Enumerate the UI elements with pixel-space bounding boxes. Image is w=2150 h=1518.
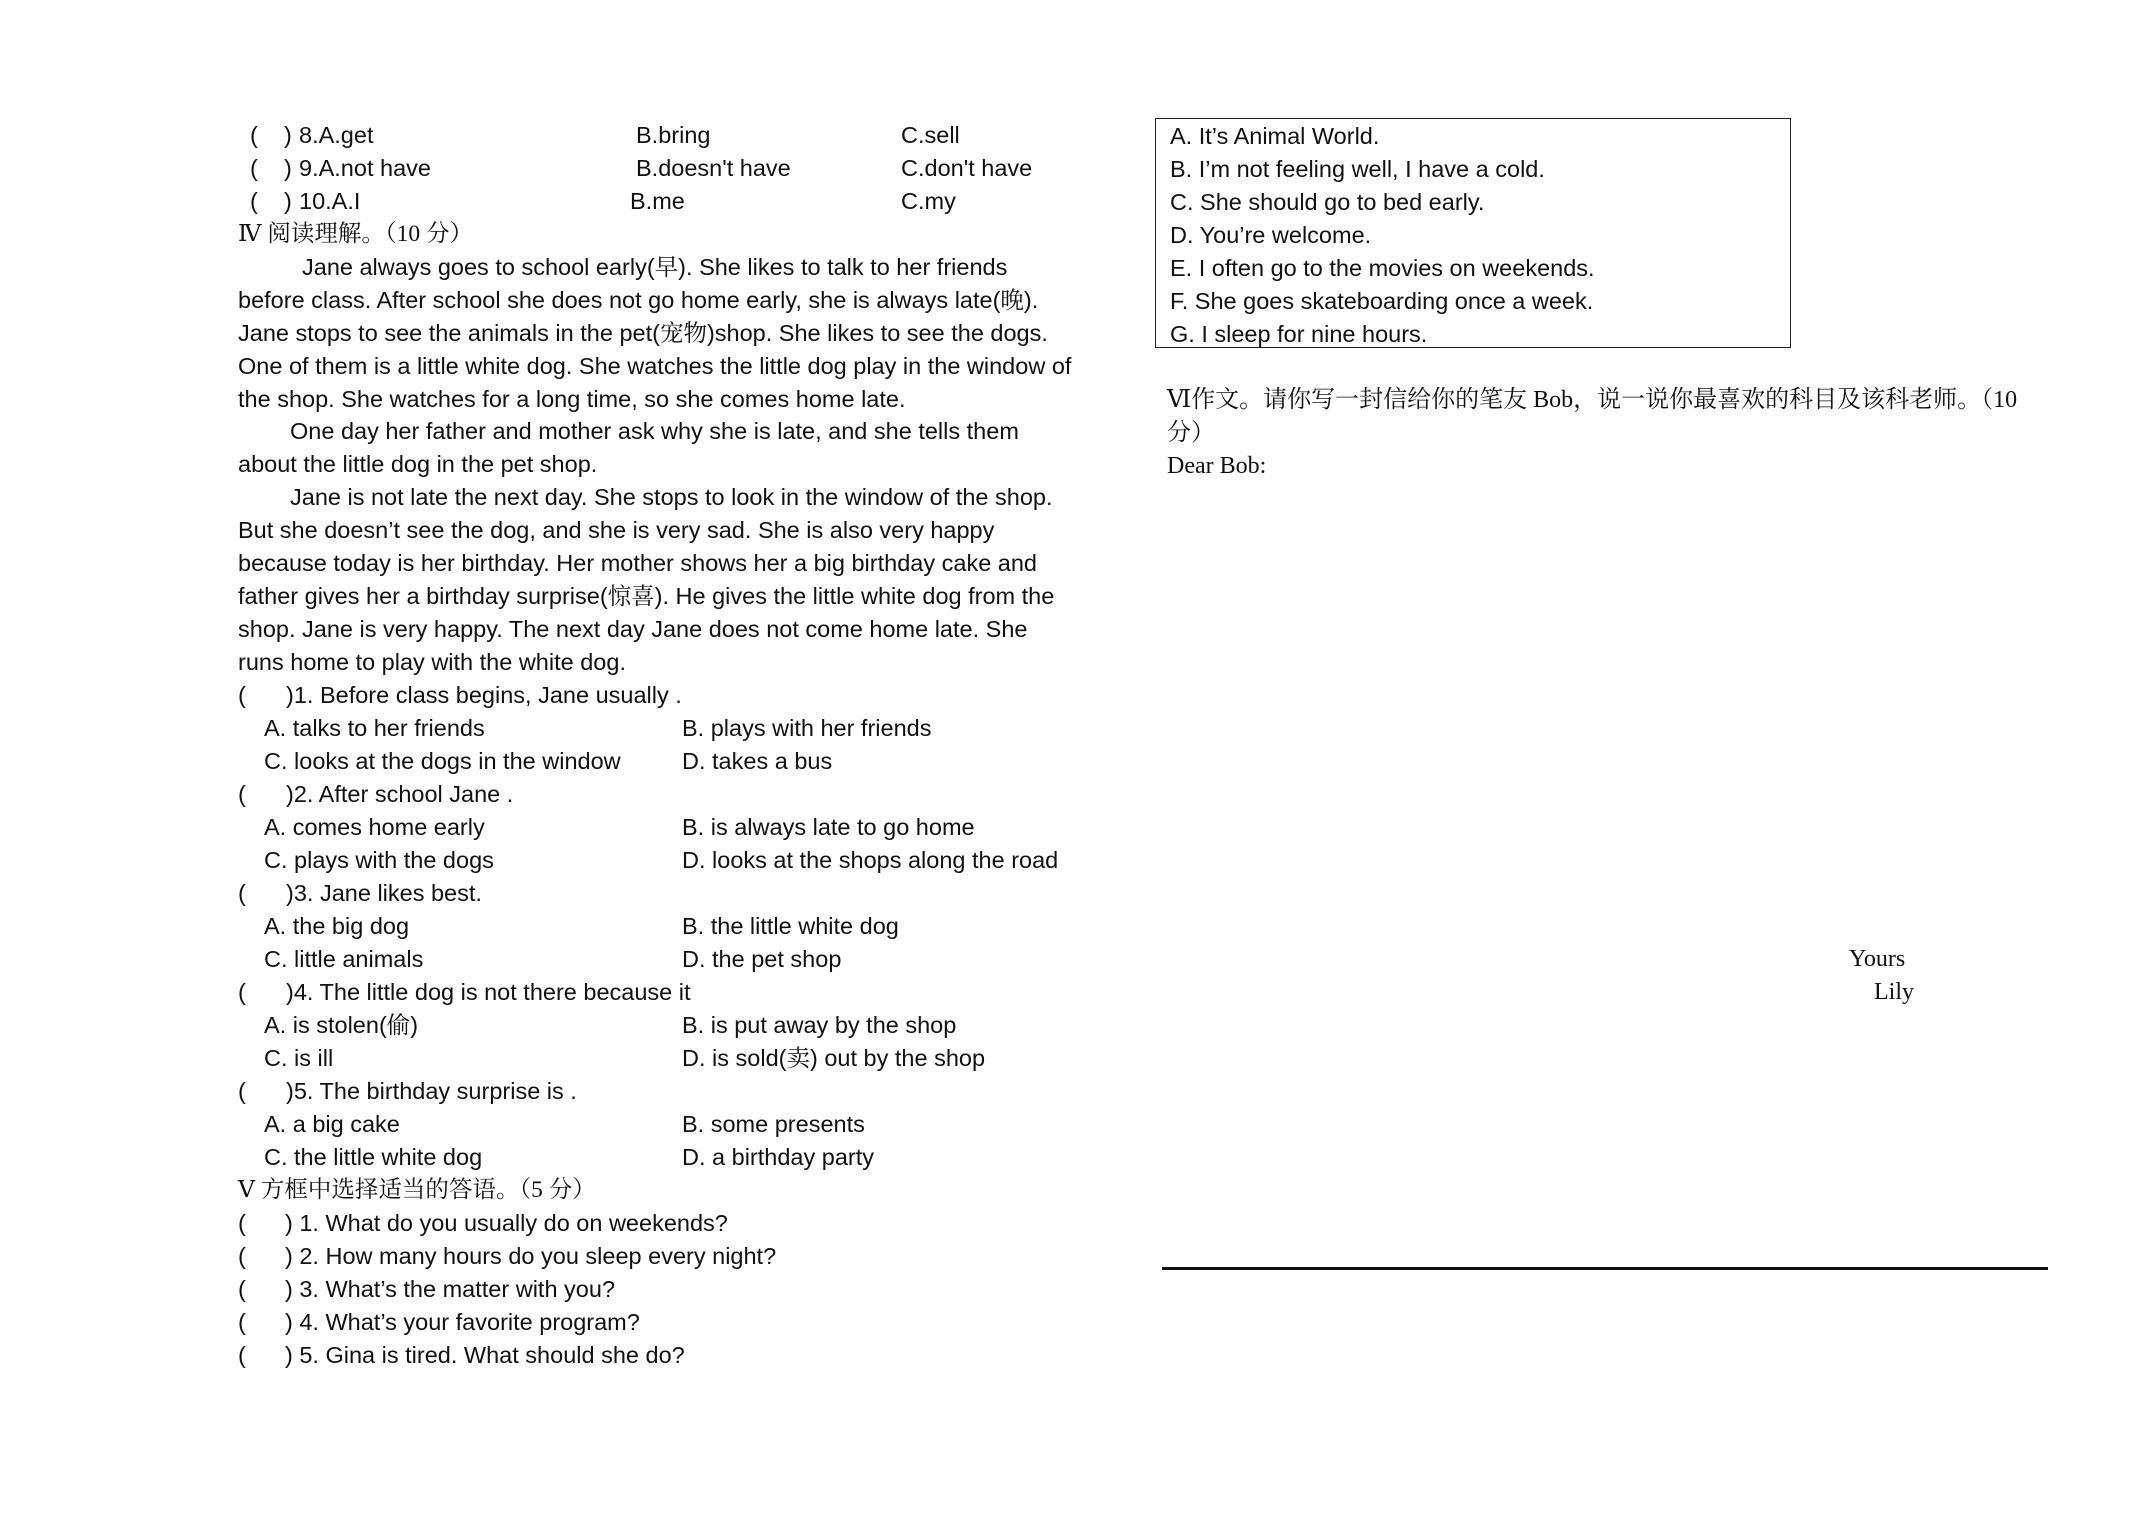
- answer-bracket: (: [238, 1342, 246, 1368]
- box-option: C. She should go to bed early.: [1170, 189, 1485, 215]
- passage-line: Jane always goes to school early(早). She likes to talk to her friends: [302, 254, 1008, 280]
- option-a: A. a big cake: [264, 1111, 400, 1137]
- option-d: D. looks at the shops along the road: [682, 847, 1059, 873]
- passage-line: about the little dog in the pet shop.: [238, 451, 598, 477]
- option-a: A. is stolen(偷): [264, 1012, 419, 1038]
- box-option: G. I sleep for nine hours.: [1170, 321, 1428, 347]
- passage-line: One day her father and mother ask why she is late, and she tells them: [290, 418, 1019, 444]
- option-b: B. the little white dog: [682, 913, 899, 939]
- question-stem: ) 1. What do you usually do on weekends?: [285, 1210, 728, 1236]
- box-option: B. I’m not feeling well, I have a cold.: [1170, 156, 1545, 182]
- answer-bracket: (: [238, 682, 246, 708]
- passage-line: father gives her a birthday surprise(惊喜). He gives the little white dog from the: [238, 583, 1055, 609]
- writing-bottom-rule: [1162, 1267, 2048, 1270]
- answer-bracket: (: [238, 1276, 246, 1302]
- section-heading-matching: Ⅴ 方框中选择适当的答语。（5 分）: [238, 1177, 596, 1203]
- passage-line: shop. Jane is very happy. The next day Jane does not come home late. She: [238, 616, 1028, 642]
- option-d: D. is sold(卖) out by the shop: [682, 1045, 986, 1071]
- answer-bracket: (: [238, 979, 246, 1005]
- question-stem: ) 4. What’s your favorite program?: [285, 1309, 640, 1335]
- option-c: C. is ill: [264, 1045, 334, 1071]
- question-stem: ) 3. What’s the matter with you?: [285, 1276, 616, 1302]
- letter-closing: Yours: [1849, 946, 1906, 972]
- option-c: C. little animals: [264, 946, 424, 972]
- question-stem: )1. Before class begins, Jane usually .: [286, 682, 682, 708]
- option-c: C. the little white dog: [264, 1144, 483, 1170]
- option-c: C.don't have: [901, 155, 1033, 181]
- answer-bracket-close: ): [284, 122, 292, 148]
- answer-bracket: (: [238, 1309, 246, 1335]
- option-b: B. some presents: [682, 1111, 865, 1137]
- question-stem: ) 2. How many hours do you sleep every night?: [285, 1243, 777, 1269]
- box-option: E. I often go to the movies on weekends.: [1170, 255, 1595, 281]
- question-stem: ) 5. Gina is tired. What should she do?: [285, 1342, 685, 1368]
- box-option: D. You’re welcome.: [1170, 222, 1372, 248]
- passage-line: Jane stops to see the animals in the pet(宠物)shop. She likes to see the dogs.: [238, 320, 1048, 346]
- passage-line: before class. After school she does not go home early, she is always late(晚).: [238, 287, 1039, 313]
- option-d: D. takes a bus: [682, 748, 833, 774]
- option-c: C. plays with the dogs: [264, 847, 494, 873]
- section-heading-writing-cont: 分）: [1167, 420, 1215, 446]
- answer-bracket: (: [250, 122, 258, 148]
- question-stem: )3. Jane likes best.: [286, 880, 482, 906]
- answer-bracket: (: [250, 155, 258, 181]
- option-a: A. comes home early: [264, 814, 485, 840]
- answer-bracket: (: [238, 1243, 246, 1269]
- letter-salutation: Dear Bob:: [1167, 453, 1267, 479]
- option-a: 10.A.I: [299, 188, 361, 214]
- passage-line: because today is her birthday. Her mother shows her a big birthday cake and: [238, 550, 1037, 576]
- box-option: F. She goes skateboarding once a week.: [1170, 288, 1594, 314]
- option-d: D. a birthday party: [682, 1144, 875, 1170]
- box-option: A. It’s Animal World.: [1170, 123, 1380, 149]
- option-a: 9.A.not have: [299, 155, 431, 181]
- question-stem: )5. The birthday surprise is .: [286, 1078, 577, 1104]
- answer-bracket: (: [238, 880, 246, 906]
- option-d: D. the pet shop: [682, 946, 842, 972]
- option-b: B.doesn't have: [636, 155, 791, 181]
- option-b: B. is always late to go home: [682, 814, 975, 840]
- option-b: B.bring: [636, 122, 711, 148]
- option-c: C.sell: [901, 122, 960, 148]
- question-stem: )2. After school Jane .: [286, 781, 514, 807]
- passage-line: One of them is a little white dog. She watches the little dog play in the window of: [238, 353, 1072, 379]
- option-c: C.my: [901, 188, 956, 214]
- passage-line: But she doesn’t see the dog, and she is very sad. She is also very happy: [238, 517, 995, 543]
- answer-bracket-close: ): [284, 188, 292, 214]
- passage-line: runs home to play with the white dog.: [238, 649, 626, 675]
- option-b: B.me: [630, 188, 685, 214]
- option-a: A. talks to her friends: [264, 715, 485, 741]
- passage-line: the shop. She watches for a long time, so she comes home late.: [238, 386, 906, 412]
- question-stem: )4. The little dog is not there because it: [286, 979, 691, 1005]
- letter-signature: Lily: [1874, 979, 1914, 1005]
- option-c: C. looks at the dogs in the window: [264, 748, 621, 774]
- option-b: B. plays with her friends: [682, 715, 932, 741]
- answer-bracket-close: ): [284, 155, 292, 181]
- answer-bracket: (: [238, 1078, 246, 1104]
- section-heading-reading: Ⅳ 阅读理解。（10 分）: [238, 221, 473, 247]
- answer-bracket: (: [238, 1210, 246, 1236]
- answer-bracket: (: [250, 188, 258, 214]
- answer-bracket: (: [238, 781, 246, 807]
- option-b: B. is put away by the shop: [682, 1012, 957, 1038]
- option-a: 8.A.get: [299, 122, 374, 148]
- passage-line: Jane is not late the next day. She stops to look in the window of the shop.: [290, 484, 1053, 510]
- section-heading-writing: Ⅵ作文。请你写一封信给你的笔友 Bob，说一说你最喜欢的科目及该科老师。（10: [1167, 387, 2018, 413]
- option-a: A. the big dog: [264, 913, 410, 939]
